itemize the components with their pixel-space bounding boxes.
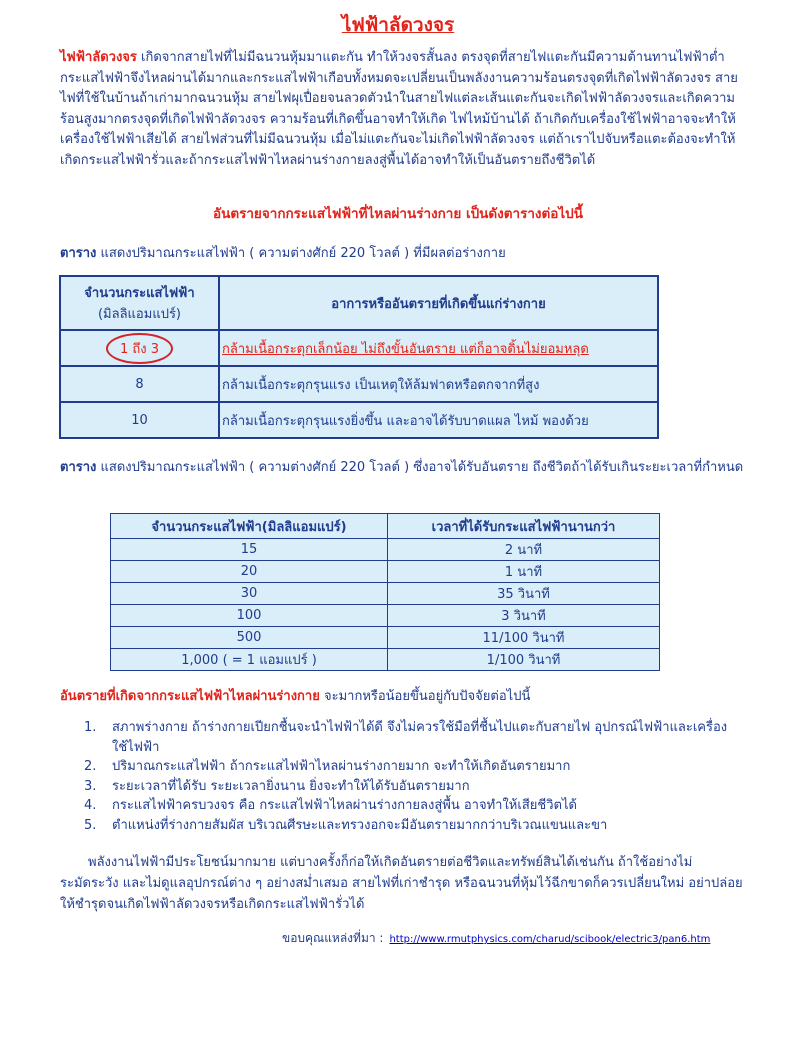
- list-item-number: 5.: [84, 817, 97, 833]
- table-cell-current: 10: [60, 402, 219, 438]
- list-item: [84, 757, 734, 777]
- table1-caption-label: ตาราง: [60, 246, 97, 261]
- table-cell-time: 1/100 วินาที: [388, 649, 660, 671]
- table1-header-current-line2: (มิลลิแอมแปร์): [97, 307, 181, 322]
- intro-term: ไฟฟ้าลัดวงจร: [60, 50, 137, 65]
- list-item-number: 1.: [84, 720, 97, 735]
- table-cell-current: 100: [111, 605, 388, 627]
- table2-header-time: เวลาที่ได้รับกระแสไฟฟ้านานกว่า: [388, 514, 660, 539]
- table-cell-time: 1 นาที: [388, 561, 660, 583]
- section-subhead: อันตรายจากกระแสไฟฟ้าที่ไหลผ่านร่างกาย เป็นดังตารางต่อไปนี้: [213, 206, 583, 222]
- intro-text: เกิดจากสายไฟที่ไม่มีฉนวนหุ้มมาแตะกัน ทำให้วงจรสั้นลง ตรงจุดที่สายไฟแตะกันมีความต้านทานไฟฟ้าต่ำกระแสไฟฟ้าจึงไหลผ่านได้มากและกระแสไฟฟ้าเกือบทั้งหมดจะเปลี่ยนเป็นพลังงานความร้อนตรงจุดที่เกิดไฟฟ้าลัดวงจร สายไฟที่ใช้ในบ้านถ้าเก่ามากฉนวนหุ้ม สายไฟผุเปื่อยจนลวดตัวนำในสายไฟแต่ละเส้นแตะกันจะเกิดไฟฟ้าลัดวงจรและเกิดความร้อนสูงมากตรงจุดที่เกิดไฟฟ้าลัดวงจร ความร้อนที่เกิดขึ้นอาจทำให้เกิด ไฟไหม้บ้านได้ ถ้าเกิดกับเครื่องใช้ไฟฟ้าอาจจะทำให้เครื่องใช้ไฟฟ้าเสียได้ สายไฟส่วนที่ไม่มีฉนวนหุ้ม เมื่อไม่แตะกันจะไม่เกิดไฟฟ้าลัดวงจร แต่ถ้าเราไปจับหรือแตะต้องจะทำให้เกิดกระแสไฟฟ้ารั่วและถ้ากระแสไฟฟ้าไหลผ่านร่างกายลงสู่พื้นได้อาจทำให้เป็นอันตรายถึงชีวิตได้: [60, 50, 738, 168]
- table-row: [111, 561, 660, 583]
- factors-heading-rest: จะมากหรือน้อยขึ้นอยู่กับปัจจัยต่อไปนี้: [319, 689, 531, 704]
- table-row: [111, 649, 660, 671]
- table-row: [60, 366, 658, 402]
- table-row: [60, 402, 658, 438]
- table-cell-time: 11/100 วินาที: [388, 627, 660, 649]
- table-cell-current: 20: [111, 561, 388, 583]
- factors-list: [84, 718, 734, 835]
- table-row: [111, 539, 660, 561]
- table-row: [111, 583, 660, 605]
- list-item-number: 2.: [84, 759, 97, 774]
- factors-heading-red: อันตรายที่เกิดจากกระแสไฟฟ้าไหลผ่านร่างกาย: [60, 689, 320, 704]
- list-item: [84, 718, 734, 757]
- closing-paragraph: พลังงานไฟฟ้ามีประโยชน์มากมาย แต่บางครั้งก็ก่อให้เกิดอันตรายต่อชีวิตและทรัพย์สินได้เช่นกัน ถ้าใช้อย่างไม่ระมัดระวัง และไม่ดูแลอุปกรณ์ต่าง ๆ อย่างสม่ำเสมอ สายไฟที่เก่าชำรุด หรือฉนวนที่หุ้มไว้ฉีกขาดก็ควรเปลี่ยนใหม่ อย่าปล่อยให้ชำรุดจนเกิดไฟฟ้าลัดวงจรหรือเกิดกระแสไฟฟ้ารั่วได้: [60, 855, 743, 912]
- table-cell-current: 15: [111, 539, 388, 561]
- list-item-text: สภาพร่างกาย ถ้าร่างกายเปียกชื้นจะนำไฟฟ้าได้ดี จึงไม่ควรใช้มือที่ชื้นไปแตะกับสายไฟ อุปกรณ์ไฟฟ้าและเครื่องใช้ไฟฟ้า: [112, 720, 728, 755]
- circled-current-value: 1 ถึง 3: [106, 333, 173, 364]
- source-link[interactable]: http://www.rmutphysics.com/charud/scibook/electric3/pan6.htm: [389, 934, 711, 945]
- effects-table: [59, 275, 659, 439]
- duration-table: [110, 513, 660, 671]
- table1-header-effect: อาการหรืออันตรายที่เกิดขึ้นแก่ร่างกาย: [219, 276, 658, 330]
- table1-caption: [60, 242, 506, 263]
- table-row: [111, 627, 660, 649]
- table1-caption-text: แสดงปริมาณกระแสไฟฟ้า ( ความต่างศักย์ 220 โวลต์ ) ที่มีผลต่อร่างกาย: [96, 246, 506, 261]
- table-header-row: [111, 514, 660, 539]
- list-item-text: ปริมาณกระแสไฟฟ้า ถ้ากระแสไฟฟ้าไหลผ่านร่างกายมาก จะทำให้เกิดอันตรายมาก: [112, 759, 571, 774]
- list-item: [84, 777, 734, 797]
- list-item: [84, 816, 734, 836]
- table-cell-time: 3 วินาที: [388, 605, 660, 627]
- source-credit: [282, 929, 710, 948]
- intro-paragraph: [60, 48, 750, 172]
- table-cell-effect: กล้ามเนื้อกระตุกเล็กน้อย ไม่ถึงขั้นอันตราย แต่ก็อาจดิ้นไม่ยอมหลุด: [219, 330, 658, 366]
- table-cell-effect: กล้ามเนื้อกระตุกรุนแรง เป็นเหตุให้ล้มฟาดหรือตกจากที่สูง: [219, 366, 658, 402]
- table2-caption-label: ตาราง: [60, 460, 97, 475]
- table-cell-time: 35 วินาที: [388, 583, 660, 605]
- table-cell-time: 2 นาที: [388, 539, 660, 561]
- table2-caption-text: แสดงปริมาณกระแสไฟฟ้า ( ความต่างศักย์ 220 โวลต์ ) ซึ่งอาจได้รับอันตราย ถึงชีวิตถ้าได้รับเกินระยะเวลาที่กำหนด: [96, 460, 744, 475]
- table-header-row: [60, 276, 658, 330]
- table-cell-current: 30: [111, 583, 388, 605]
- table-row: [111, 605, 660, 627]
- table1-header-current: [60, 276, 219, 330]
- list-item-number: 4.: [84, 798, 97, 813]
- table-cell-current: 8: [60, 366, 219, 402]
- table-row: [60, 330, 658, 366]
- list-item-text: กระแสไฟฟ้าครบวงจร คือ กระแสไฟฟ้าไหลผ่านร่างกายลงสู่พื้น อาจทำให้เสียชีวิตได้: [112, 798, 577, 813]
- page-title: ไฟฟ้าลัดวงจร: [341, 14, 455, 36]
- table2-header-current: จำนวนกระแสไฟฟ้า(มิลลิแอมแปร์): [111, 514, 388, 539]
- source-label: ขอบคุณแหล่งที่มา :: [282, 931, 384, 945]
- factors-heading: [60, 685, 530, 706]
- table-cell-effect: กล้ามเนื้อกระตุกรุนแรงยิ่งขึ้น และอาจได้รับบาดแผล ไหม้ พองด้วย: [219, 402, 658, 438]
- list-item-text: ตำแหน่งที่ร่างกายสัมผัส บริเวณศีรษะและทรวงอกจะมีอันตรายมากกว่าบริเวณแขนและขา: [112, 817, 608, 833]
- table2-caption: [60, 458, 750, 478]
- list-item-text: ระยะเวลาที่ได้รับ ระยะเวลายิ่งนาน ยิ่งจะทำให้ได้รับอันตรายมาก: [112, 778, 470, 794]
- list-item-number: 3.: [84, 778, 97, 794]
- table-cell-current: 500: [111, 627, 388, 649]
- table-cell-current: [60, 330, 219, 366]
- table-cell-current: 1,000 ( = 1 แอมแปร์ ): [111, 649, 388, 671]
- table1-header-current-line1: จำนวนกระแสไฟฟ้า: [84, 286, 195, 301]
- list-item: [84, 796, 734, 816]
